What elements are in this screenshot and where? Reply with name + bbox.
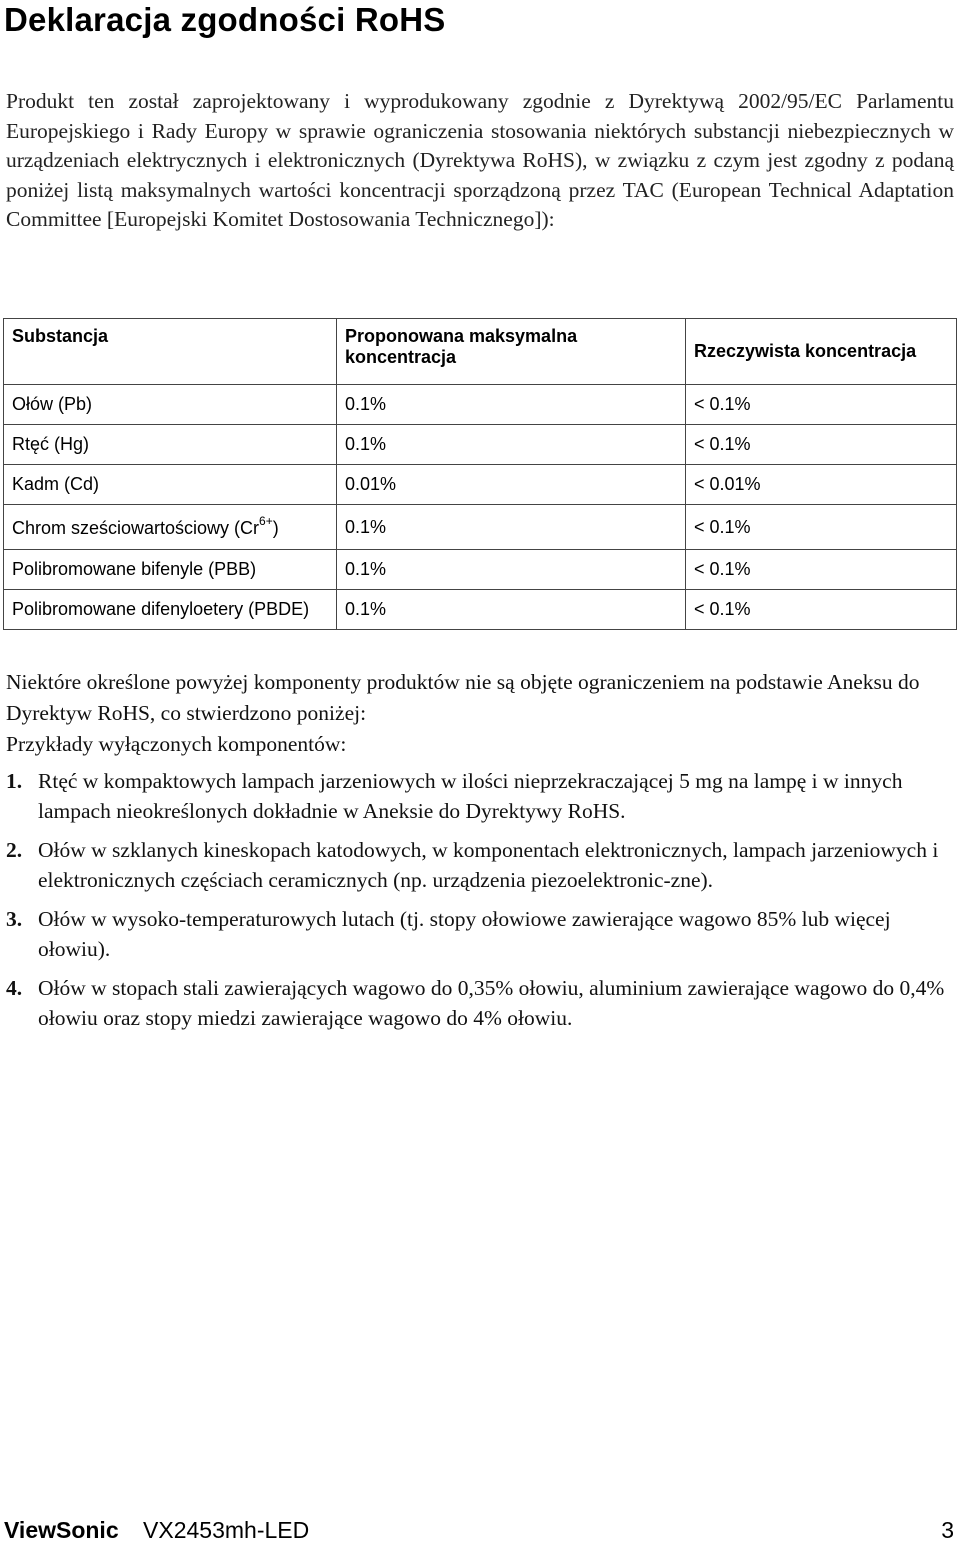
cell-actual: < 0.1% xyxy=(686,550,957,590)
list-item-text: Ołów w wysoko-temperaturowych lutach (tj. stopy ołowiowe zawierające wagowo 85% lub więcej ołowiu). xyxy=(38,907,891,961)
list-item-number: 2. xyxy=(6,838,23,862)
table-row xyxy=(4,550,957,590)
cell-substance: Kadm (Cd) xyxy=(4,465,337,505)
page-title: Deklaracja zgodności RoHS xyxy=(4,1,446,38)
intro-paragraph: Produkt ten został zaprojektowany i wyprodukowany zgodnie z Dyrektywą 2002/95/EC Parlamentu Europejskiego i Rady Europy w sprawie ograniczenia stosowania niektórych substancji niebezpiecznych w urządzeniach elektrycznych i elektronicznych (Dyrektywa RoHS), w związku z czym jest zgodny z podaną poniżej listą maksymalnych wartości koncentracji sporządzoną przez TAC (European Technical Adaptation Committee [Europejski Komitet Dostosowania Technicznego]): xyxy=(6,89,954,231)
list-item-number: 3. xyxy=(6,907,23,931)
list-item xyxy=(6,973,954,1033)
substance-tail: ) xyxy=(272,517,279,538)
cell-substance: Rtęć (Hg) xyxy=(4,425,337,465)
list-item xyxy=(6,766,954,826)
exemptions-list xyxy=(6,766,954,1033)
table-row xyxy=(4,385,957,425)
cell-actual: < 0.01% xyxy=(686,465,957,505)
table-row xyxy=(4,425,957,465)
exemptions-section xyxy=(6,667,954,1042)
list-item xyxy=(6,904,954,964)
table-row xyxy=(4,505,957,550)
list-item-text: Rtęć w kompaktowych lampach jarzeniowych w ilości nieprzekraczającej 5 mg na lampę i w innych lampach nieokreślonych dokładnie w Aneksie do Dyrektywy RoHS. xyxy=(38,769,903,823)
superscript-charge: 6+ xyxy=(259,513,273,528)
page-footer xyxy=(4,1512,954,1548)
header-actual-concentration: Rzeczywista koncentracja xyxy=(686,319,957,385)
cell-max: 0.1% xyxy=(337,590,686,630)
cell-substance: Polibromowane bifenyle (PBB) xyxy=(4,550,337,590)
list-item-number: 1. xyxy=(6,769,23,793)
header-substance: Substancja xyxy=(4,319,337,385)
table-row xyxy=(4,465,957,505)
list-item-text: Ołów w szklanych kineskopach katodowych, w komponentach elektronicznych, lampach jarzeniowych i elektronicznych częściach ceramicznych (np. urządzenia piezoelektronic-zne). xyxy=(38,838,939,892)
cell-substance xyxy=(4,505,337,550)
cell-max: 0.01% xyxy=(337,465,686,505)
table-row xyxy=(4,590,957,630)
cell-substance: Ołów (Pb) xyxy=(4,385,337,425)
cell-max: 0.1% xyxy=(337,550,686,590)
cell-max: 0.1% xyxy=(337,505,686,550)
footer-model: VX2453mh-LED xyxy=(143,1517,310,1543)
cell-actual: < 0.1% xyxy=(686,505,957,550)
cell-actual: < 0.1% xyxy=(686,385,957,425)
cell-max: 0.1% xyxy=(337,425,686,465)
page-number: 3 xyxy=(941,1517,954,1543)
cell-actual: < 0.1% xyxy=(686,590,957,630)
list-item xyxy=(6,835,954,895)
list-item-text: Ołów w stopach stali zawierających wagowo do 0,35% ołowiu, aluminium zawierające wagowo do 0,4% ołowiu oraz stopy miedzi zawierające wagowo do 4% ołowiu. xyxy=(38,976,945,1030)
footer-brand: ViewSonic xyxy=(4,1517,119,1543)
examples-label: Przykłady wyłączonych komponentów: xyxy=(6,732,347,756)
cell-max: 0.1% xyxy=(337,385,686,425)
cell-substance: Polibromowane difenyloetery (PBDE) xyxy=(4,590,337,630)
exemptions-paragraph: Niektóre określone powyżej komponenty produktów nie są objęte ograniczeniem na podstawie Aneksu do Dyrektyw RoHS, co stwierdzono poniżej: xyxy=(6,670,920,725)
rohs-table xyxy=(3,318,957,630)
substance-name: Chrom sześciowartościowy (Cr xyxy=(12,517,260,538)
table-header-row xyxy=(4,319,957,385)
header-max-concentration: Proponowana maksymalna koncentracja xyxy=(337,319,686,385)
list-item-number: 4. xyxy=(6,976,23,1000)
cell-actual: < 0.1% xyxy=(686,425,957,465)
